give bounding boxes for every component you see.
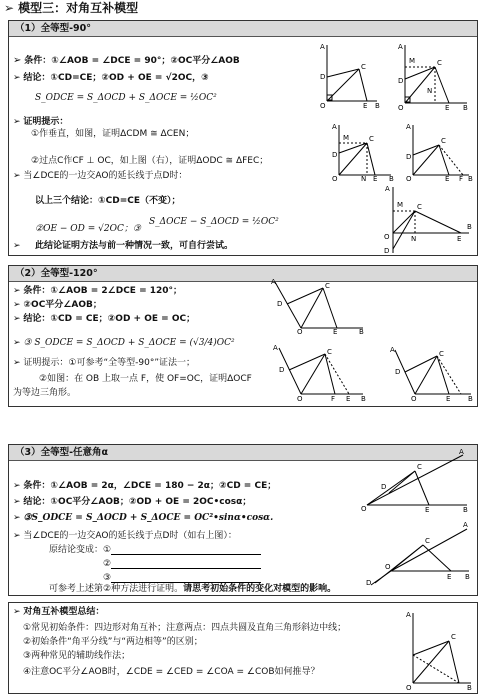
- pt-label: D: [395, 368, 401, 376]
- area-alpha-row: [13, 513, 273, 523]
- figure-90-tip1: [331, 121, 395, 181]
- cond-120-2-row: [13, 300, 102, 310]
- pt-label: O: [320, 102, 326, 109]
- pt-label: A: [390, 346, 395, 354]
- pt-label: O: [384, 233, 390, 241]
- concl-alpha-row: [13, 497, 251, 507]
- page-header: [4, 2, 138, 16]
- header-arrow-icon: ➢: [4, 1, 15, 15]
- pt-label: N: [411, 235, 417, 243]
- tip-90-row: [13, 117, 68, 127]
- orig-alpha-row: [49, 545, 261, 555]
- summary-line-4: ④注意OC平分∠AOB时，∠CDE = ∠CED = ∠COA = ∠COB如何推导？: [23, 667, 320, 677]
- pt-label: O: [297, 395, 303, 402]
- figure-120-tip1: [271, 342, 367, 402]
- pt-label: E: [446, 395, 451, 402]
- area-120-row: [13, 338, 235, 348]
- pt-label: O: [406, 175, 412, 181]
- pt-label: O: [297, 328, 303, 334]
- cond-alpha-row: [13, 481, 276, 491]
- summary-title-row: [13, 607, 104, 617]
- pt-label: F: [331, 395, 336, 402]
- section-90: [8, 20, 478, 256]
- bullet-arrow-icon: ➢: [13, 531, 21, 541]
- pt-label: D: [384, 247, 390, 255]
- pt-label: B: [361, 395, 366, 402]
- pt-label: C: [425, 537, 430, 545]
- blank-3-row: [103, 573, 261, 583]
- pt-label: E: [445, 104, 450, 111]
- pt-label: M: [409, 57, 416, 65]
- pt-label: A: [398, 43, 403, 51]
- pt-label: B: [389, 175, 394, 181]
- pt-label: C: [369, 135, 374, 143]
- figure-alpha-extended: [365, 515, 473, 591]
- pt-label: O: [411, 395, 417, 402]
- bullet-arrow-icon: ➢: [13, 481, 21, 491]
- same-method-note: 此结论证明方法与前一种情况一致，可自行尝试。: [35, 241, 234, 251]
- pt-label: F: [459, 175, 464, 181]
- pt-label: A: [273, 344, 278, 352]
- figure-summary: [405, 607, 475, 691]
- pt-label: D: [332, 151, 338, 159]
- pt-label: N: [361, 175, 367, 181]
- summary-line-2: ②初始条件“角平分线”与“两边相等”的区别；: [23, 637, 203, 647]
- tip-90-2: ②过点C作CF ⊥ OC，如上图（右），证明ΔODC ≅ ΔFEC；: [31, 156, 269, 166]
- pt-label: A: [406, 611, 411, 619]
- bullet-arrow-icon: ➢: [13, 300, 21, 310]
- bullet-arrow-icon: ➢: [13, 513, 21, 523]
- pt-label: B: [468, 395, 473, 402]
- pt-label: C: [361, 63, 366, 71]
- bullet-arrow-icon: ➢: [13, 607, 21, 617]
- pt-label: M: [397, 201, 404, 209]
- tip-120-2: ②如图：在 OB 上取一点 F，使 OF=OC，证明ΔOCF: [39, 374, 252, 384]
- pt-label: C: [437, 59, 442, 67]
- bullet-arrow-icon: ➢: [13, 73, 21, 83]
- pt-label: E: [447, 573, 452, 581]
- section-90-title: （1）全等型-90°: [9, 21, 477, 37]
- cond-120-2: ②OC平分∠AOB；: [23, 300, 102, 310]
- bullet-arrow-icon: ➢: [13, 241, 21, 251]
- figure-90-perp: [397, 39, 471, 111]
- pt-label: A: [406, 123, 411, 131]
- bullet-arrow-icon: ➢: [13, 314, 21, 324]
- pt-label: E: [457, 235, 462, 243]
- pt-label: E: [425, 506, 430, 513]
- summary-box: [8, 602, 478, 694]
- cond-90: 条件：①∠AOB = ∠DCE = 90°；②OC平分∠AOB: [24, 56, 240, 66]
- pt-label: C: [441, 137, 446, 145]
- pt-label: C: [439, 350, 444, 358]
- tip-120-1-row: [13, 358, 195, 368]
- bullet-arrow-icon: ➢: [13, 117, 21, 127]
- pt-label: B: [468, 175, 473, 181]
- blank-line-1: [111, 546, 261, 555]
- pt-label: B: [465, 573, 470, 581]
- cond-alpha: 条件：①∠AOB = 2α，∠DCE = 180 − 2α；②CD = CE；: [23, 481, 277, 491]
- pt-label: C: [325, 282, 330, 290]
- pt-label: E: [346, 395, 351, 402]
- pt-label: C: [417, 463, 422, 471]
- blank-line-3: [111, 574, 261, 583]
- pt-label: C: [327, 348, 332, 356]
- pt-label: D: [398, 77, 404, 85]
- bullet-arrow-icon: ➢: [13, 286, 21, 296]
- figure-alpha-basic: [359, 445, 471, 513]
- ref-alpha-row: [49, 584, 336, 594]
- tip-120-3: 为等边三角形。: [13, 388, 77, 398]
- pt-label: A: [459, 448, 464, 456]
- bullet-arrow-icon: ➢: [13, 338, 21, 348]
- bullet-arrow-icon: ➢: [13, 55, 22, 66]
- pt-label: O: [398, 104, 404, 111]
- cond-90-row: [13, 55, 240, 67]
- blank-line-2: [111, 560, 261, 569]
- tip-120-1: 证明提示：①可参考“全等型-90°”证法一；: [23, 358, 196, 368]
- ref-alpha: 可参考上述第②种方法进行证明。: [49, 584, 184, 594]
- area-90: S_ODCE = S_ΔOCD + S_ΔOCE = ½OC²: [35, 93, 217, 103]
- section-120: [8, 265, 478, 407]
- pt-label: O: [406, 684, 412, 691]
- concl-90: 结论：①CD=CE；②OD + OE = √2OC，③: [23, 73, 209, 83]
- blank-2-row: [103, 559, 261, 569]
- figure-90-basic: [319, 39, 381, 109]
- concl-120: 结论：①CD = CE；②OD + OE = OC；: [23, 314, 196, 324]
- bullet-arrow-icon: ➢: [13, 497, 21, 507]
- pt-label: C: [451, 633, 456, 641]
- figure-120-basic: [267, 274, 367, 334]
- pt-label: A: [385, 185, 390, 193]
- pt-label: D: [320, 73, 326, 81]
- pt-label: O: [332, 175, 338, 181]
- section-alpha: [8, 444, 478, 596]
- pt-label: A: [463, 521, 468, 529]
- ext-alpha: 当∠DCE的一边交AO的延长线于点D时（如右上图）：: [23, 531, 237, 541]
- three-concl-90: 以上三个结论：①CD=CE（不变）；: [35, 196, 181, 206]
- blank-2-num: ②: [103, 559, 112, 569]
- pt-label: M: [343, 134, 350, 142]
- pt-label: D: [406, 153, 412, 161]
- pt-label: C: [417, 203, 422, 211]
- pt-label: D: [381, 483, 387, 491]
- section-alpha-title: （3）全等型-任意角α: [9, 445, 477, 461]
- blank-3-num: ③: [103, 573, 112, 583]
- pt-label: D: [279, 366, 285, 374]
- bullet-arrow-icon: ➢: [13, 171, 21, 181]
- summary-line-1: ①常见初始条件：四边形对角互补；注意两点：四点共圆及直角三角形斜边中线；: [23, 623, 347, 633]
- pt-label: O: [361, 505, 367, 513]
- pt-label: D: [277, 300, 283, 308]
- ext-alpha-row: [13, 531, 237, 541]
- concl-120-row: [13, 314, 195, 324]
- pt-label: E: [373, 175, 378, 181]
- page-title: 模型三：对角互补模型: [18, 1, 139, 15]
- cond-120-1: 条件：①∠AOB = 2∠DCE = 120°；: [23, 286, 183, 296]
- pt-label: E: [333, 328, 338, 334]
- area-alpha: ③S_ODCE = S_ΔOCD + S_ΔOCE = OC²•sinα•cosα.: [23, 513, 274, 523]
- bullet-arrow-icon: ➢: [13, 358, 21, 368]
- area-120: ③ S_ODCE = S_ΔOCD + S_ΔOCE = (√3/4)OC²: [23, 338, 235, 348]
- concl-90-row: [13, 73, 209, 83]
- pt-label: B: [359, 328, 364, 334]
- pt-label: B: [463, 506, 468, 513]
- tip-90-1: ①作垂直，如图，证明ΔCDM ≅ ΔCEN；: [31, 129, 195, 139]
- summary-title: 对角互补模型总结：: [23, 607, 105, 617]
- figure-90-tip2: [405, 121, 473, 181]
- think-alpha: 请思考初始条件的变化对模型的影响。: [183, 584, 337, 594]
- figure-120-tip2: [389, 344, 475, 402]
- concl-alpha: 结论：①OC平分∠AOB；②OD + OE = 2OC•cosα；: [23, 497, 252, 507]
- tip-90-head: 证明提示：: [23, 117, 69, 127]
- figure-90-extended: [381, 183, 473, 255]
- pt-label: A: [332, 123, 337, 131]
- cond-120-1-row: [13, 286, 182, 296]
- pt-label: B: [375, 102, 380, 109]
- orig-alpha: 原结论变成：①: [49, 545, 112, 555]
- section-120-title: （2）全等型-120°: [9, 266, 477, 282]
- area-90-alt: S_ΔOCE − S_ΔOCD = ½OC²: [149, 217, 279, 227]
- pt-label: E: [363, 102, 368, 109]
- pt-label: A: [320, 43, 325, 51]
- pt-label: D: [366, 579, 372, 587]
- concl-90-alt: ②OE − OD = √2OC；③: [35, 224, 141, 234]
- tip-90-3-row: [13, 171, 187, 181]
- pt-label: N: [427, 87, 433, 95]
- tip-90-3: 当∠DCE的一边交AO的延长线于点D时：: [23, 171, 188, 181]
- pt-label: A: [271, 278, 276, 286]
- pt-label: B: [463, 104, 468, 111]
- pt-label: B: [467, 223, 472, 231]
- pt-label: B: [467, 684, 472, 691]
- summary-line-3: ③两种常见的辅助线作法；: [23, 651, 131, 661]
- pt-label: O: [385, 563, 391, 571]
- pt-label: E: [445, 175, 450, 181]
